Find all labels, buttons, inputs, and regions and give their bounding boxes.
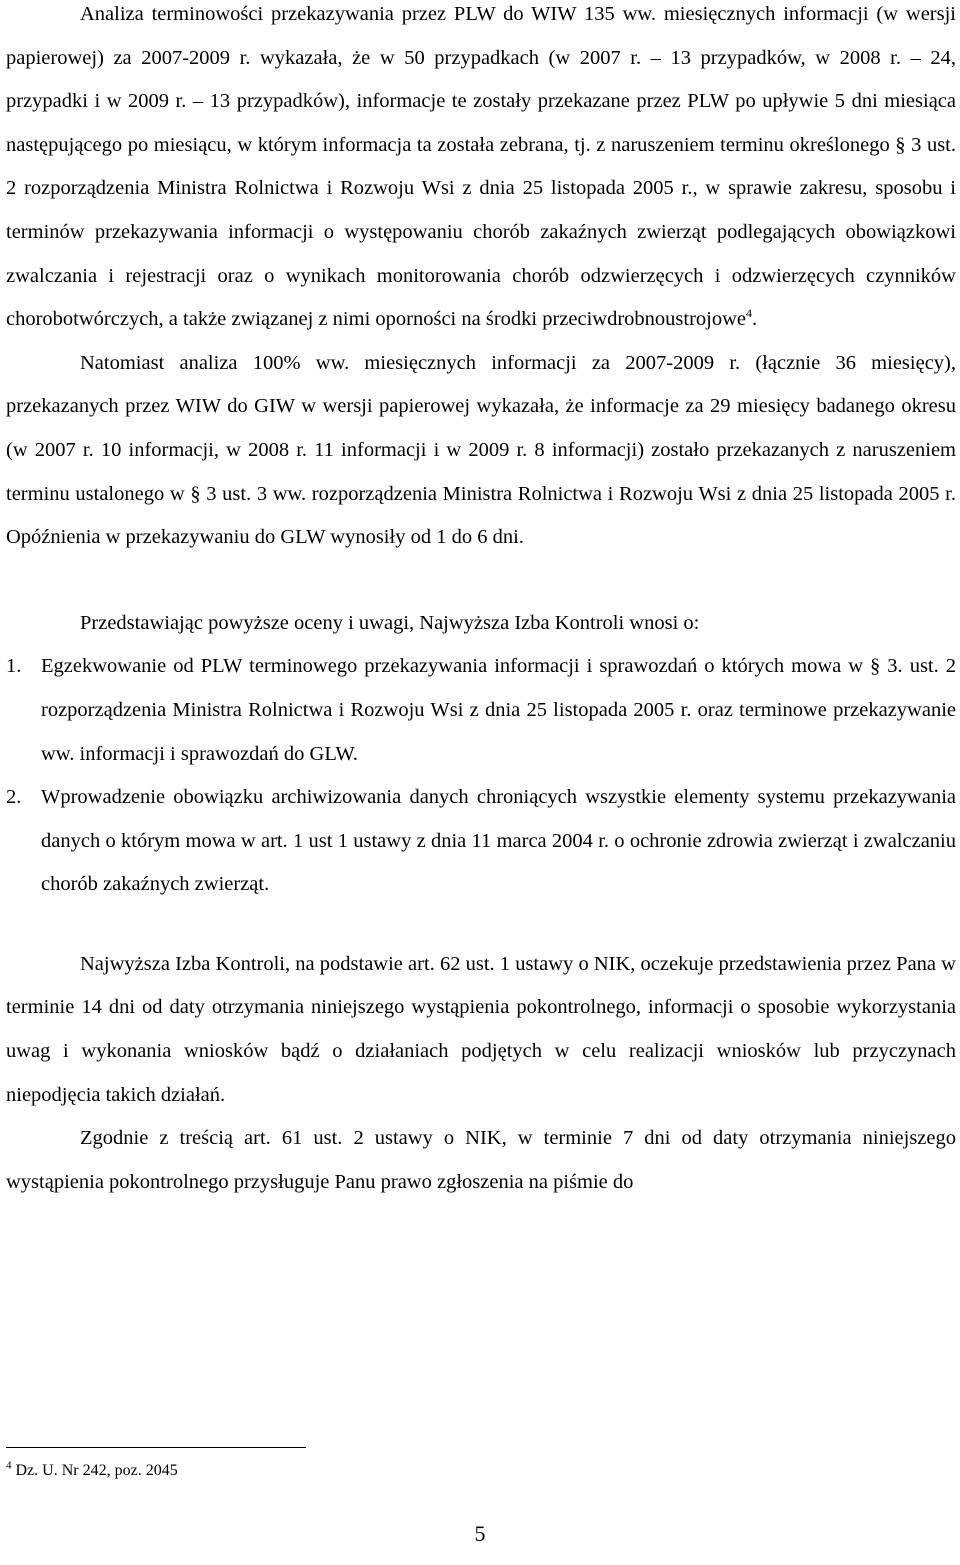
footnote-separator [6, 1447, 306, 1448]
paragraph-conclusions-intro: Przedstawiając powyższe oceny i uwagi, Najwyższa Izba Kontroli wnosi o: [80, 611, 700, 634]
paragraph-response-request: Najwyższa Izba Kontroli, na podstawie art. 62 ust. 1 ustawy o NIK, oczekuje przedstawienia przez Pana w terminie 14 dni od daty otrzymania niniejszego wystąpienia pokontrolnego, informacji o sposobie wykorzystania uwag i wykonania wniosków bądź o działaniach podjętych w celu realizacji wniosków lub przyczynach niepodjęcia takich działań. [6, 952, 956, 1106]
paragraph-objection-right: Zgodnie z treścią art. 61 ust. 2 ustawy o NIK, w terminie 7 dni od daty otrzymania niniejszego wystąpienia pokontrolnego przysługuje Panu prawo zgłoszenia na piśmie do [6, 1127, 956, 1193]
conclusion-number: 2. [6, 786, 22, 809]
conclusion-item [6, 776, 956, 907]
conclusions-list [6, 645, 956, 907]
paragraph-timeliness-analysis-plw [6, 0, 956, 342]
footnote-mark: 4 [6, 1459, 12, 1472]
page-number-text: 5 [474, 1521, 486, 1546]
document-page [6, 0, 956, 1204]
conclusion-item [6, 645, 956, 776]
conclusion-text: Wprowadzenie obowiązku archiwizowania danych chroniących wszystkie elementy systemu przekazywania danych o którym mowa w art. 1 ust 1 ustawy z dnia 11 marca 2004 r. o ochronie zdrowia zwierząt i zwalczaniu chorób zakaźnych zwierząt. [41, 786, 956, 896]
paragraph-timeliness-analysis-wiw: Natomiast analiza 100% ww. miesięcznych informacji za 2007-2009 r. (łącznie 36 miesięcy), przekazanych przez WIW do GIW w wersji papierowej wykazała, że informacje za 29 miesięcy badanego okresu (w 2007 r. 10 informacji, w 2008 r. 11 informacji i w 2009 r. 8 informacji) zostało przekazanych z naruszeniem terminu ustalonego w § 3 ust. 3 ww. rozporządzenia Ministra Rolnictwa i Rozwoju Wsi z dnia 25 listopada 2005 r. Opóźnienia w przekazywaniu do GLW wynosiły od 1 do 6 dni. [6, 351, 956, 549]
footnote [6, 1460, 178, 1482]
conclusion-number: 1. [6, 655, 22, 678]
paragraph-text: Analiza terminowości przekazywania przez PLW do WIW 135 ww. miesięcznych informacji (w wersji papierowej) za 2007-2009 r. wykazała, że w 50 przypadkach (w 2007 r. – 13 przypadków, w 2008 r. – 24, przypadki i w 2009 r. – 13 przypadków), informacje te zostały przekazane przez PLW po upływie 5 dni miesiąca następującego po miesiącu, w którym informacja ta została zebrana, tj. z naruszeniem terminu określonego § 3 ust. 2 rozporządzenia Ministra Rolnictwa i Rozwoju Wsi z dnia 25 listopada 2005 r., w sprawie zakresu, sposobu i terminów przekazywania informacji o występowaniu chorób zakaźnych zwierząt podlegających obowiązkowi zwalczania i rejestracji oraz o wynikach monitorowania chorób odzwierzęcych i odzwierzęcych czynników chorobotwórczych, a także związanej z nimi oporności na środki przeciwdrobnoustrojowe [6, 3, 956, 331]
footnote-text: Dz. U. Nr 242, poz. 2045 [11, 1462, 178, 1479]
conclusion-text: Egzekwowanie od PLW terminowego przekazywania informacji i sprawozdań o których mowa w § 3. ust. 2 rozporządzenia Ministra Rolnictwa i Rozwoju Wsi z dnia 25 listopada 2005 r. oraz terminowe przekazywanie ww. informacji i sprawozdań do GLW. [41, 655, 956, 765]
footnote-reference: 4 [746, 306, 753, 321]
paragraph-text-end: . [752, 308, 758, 331]
page-number [0, 1519, 960, 1549]
